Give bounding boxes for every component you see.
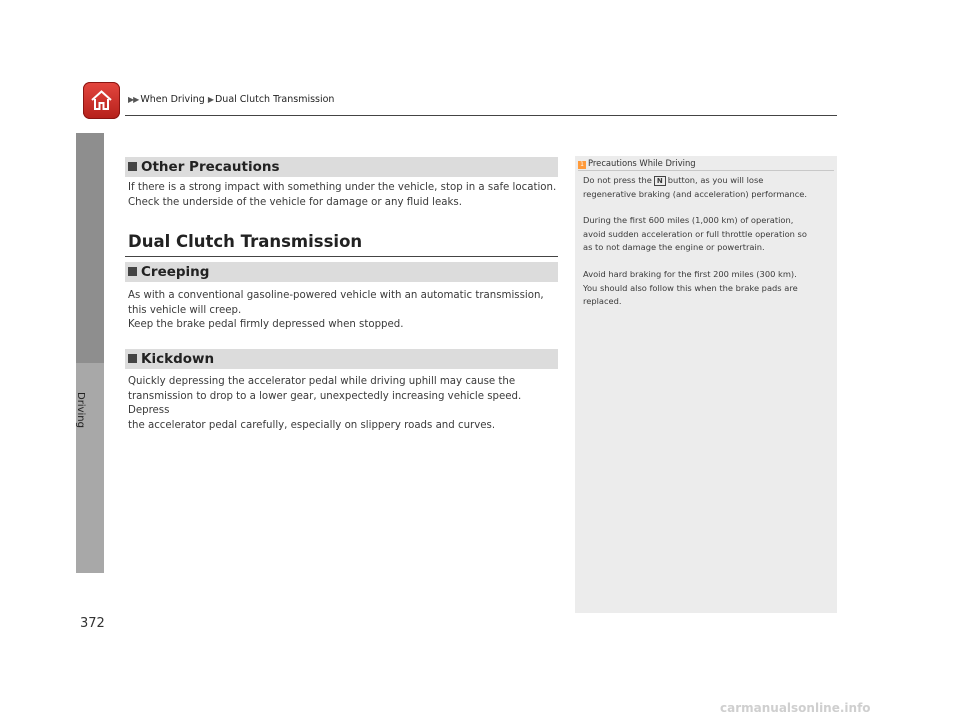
note-divider	[578, 170, 834, 171]
note-paragraph	[583, 268, 833, 309]
text-line: transmission to drop to a lower gear, unexpectedly increasing vehicle speed. Depress	[128, 390, 522, 416]
breadcrumb-arrow-icon: ▶	[207, 95, 213, 104]
creeping-text	[128, 289, 560, 333]
text-line: the accelerator pedal carefully, especially on slippery roads and curves.	[128, 419, 496, 431]
page-number: 372	[80, 616, 105, 631]
note-paragraph	[583, 174, 833, 201]
n-button-icon: N	[654, 176, 666, 186]
note-title	[578, 158, 696, 169]
home-icon	[89, 88, 114, 113]
other-precautions-text	[128, 181, 560, 210]
side-tab-label: Driving	[75, 392, 86, 428]
header-divider	[125, 115, 837, 116]
breadcrumb-item-dual-clutch[interactable]: Dual Clutch Transmission	[214, 94, 335, 105]
text-line: Avoid hard braking for the first 200 miles (300 km).	[583, 269, 797, 279]
section-title: Other Precautions	[141, 159, 280, 175]
text-fragment: Do not press the	[583, 175, 652, 185]
text-line: replaced.	[583, 296, 622, 306]
square-bullet-icon	[128, 354, 137, 363]
title-divider	[125, 256, 558, 257]
text-line: Keep the brake pedal firmly depressed when stopped.	[128, 319, 404, 330]
text-line: During the first 600 miles (1,000 km) of operation,	[583, 215, 794, 225]
text-line: avoid sudden acceleration or full throttle operation so	[583, 228, 807, 239]
section-title: Creeping	[141, 264, 210, 280]
text-line	[583, 174, 833, 188]
page-title: Dual Clutch Transmission	[128, 232, 363, 251]
breadcrumb	[128, 94, 334, 105]
section-header-kickdown	[125, 349, 558, 369]
square-bullet-icon	[128, 267, 137, 276]
text-line: Check the underside of the vehicle for damage or any fluid leaks.	[128, 196, 462, 208]
note-number-badge: 1	[578, 161, 586, 169]
watermark: carmanualsonline.info	[720, 701, 871, 715]
text-line: this vehicle will creep.	[128, 304, 242, 316]
home-button[interactable]	[83, 82, 120, 119]
text-line: regenerative braking (and acceleration) performance.	[583, 188, 808, 199]
text-line: If there is a strong impact with something under the vehicle, stop in a safe location.	[128, 182, 557, 193]
breadcrumb-item-when-driving[interactable]: When Driving	[140, 94, 205, 105]
text-line: You should also follow this when the brake pads are	[583, 282, 798, 293]
side-tab-marker	[76, 133, 104, 363]
text-fragment: button, as you will lose	[667, 175, 764, 185]
note-title-text: Precautions While Driving	[588, 158, 696, 168]
section-title: Kickdown	[141, 351, 215, 367]
text-line: As with a conventional gasoline-powered vehicle with an automatic transmission,	[128, 290, 544, 301]
breadcrumb-arrow-icon: ▶▶	[128, 95, 139, 104]
text-line: Quickly depressing the accelerator pedal while driving uphill may cause the	[128, 376, 516, 387]
note-paragraph	[583, 214, 833, 255]
text-line: as to not damage the engine or powertrain.	[583, 242, 765, 252]
kickdown-text	[128, 375, 560, 433]
section-header-creeping	[125, 262, 558, 282]
section-header-other-precautions	[125, 157, 558, 177]
square-bullet-icon	[128, 162, 137, 171]
